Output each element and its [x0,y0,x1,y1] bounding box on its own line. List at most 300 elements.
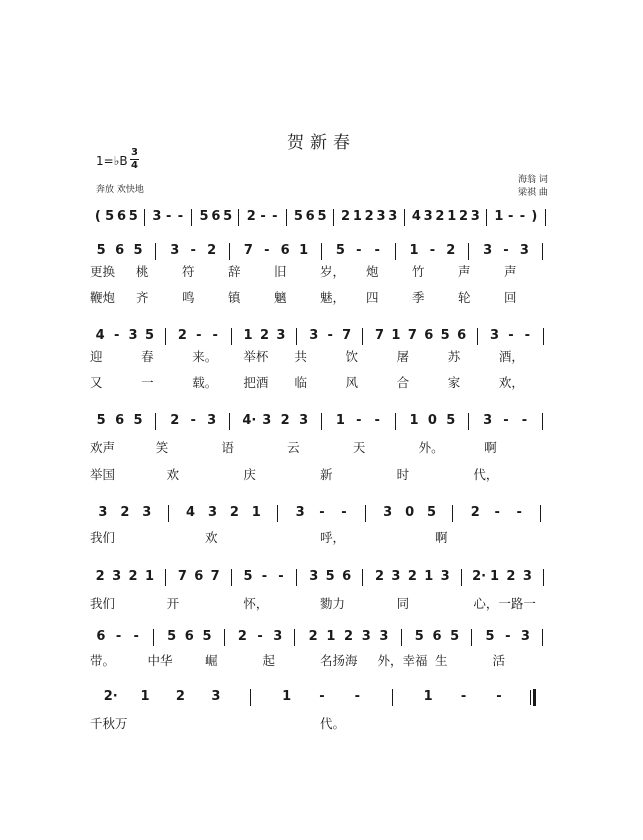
barline [229,413,230,430]
lyric-syllable: 镇 [228,290,241,305]
dash: - [508,328,514,343]
note: 7 [407,328,417,343]
lyric-syllable: 回 [504,290,517,305]
barline [392,689,393,706]
dash: - [521,413,528,428]
note: 2 [280,413,290,428]
note: 2 [374,569,385,584]
note: 5 [440,328,450,343]
note: 5 [335,243,345,258]
barline [229,243,230,260]
time-signature [130,148,139,171]
note: 1 [447,209,457,224]
barline [286,209,287,226]
time-denominator: 4 [131,160,138,171]
lyric-syllable: 家 [447,375,461,390]
note: 5 [325,569,335,584]
note: 7 [374,328,385,343]
barline [231,328,232,345]
lyric-line-6 [90,652,550,670]
lyric-syllable: 来。 [192,349,218,364]
dash: - [190,413,196,428]
note: 6 [115,413,125,428]
note: 5 [243,569,253,584]
note: 1 [140,689,150,704]
barline [165,328,166,345]
dash: - [374,243,380,258]
note: 2 [170,413,180,428]
note: 3 [470,209,480,224]
note: 1 [494,209,504,224]
barline [362,328,363,345]
lyricist-credit: 海翁 词 [518,175,548,185]
note: 3 [170,243,180,258]
dash: - [503,243,509,258]
note: 6 [280,243,290,258]
note: 5 [128,209,138,224]
note: 2 [459,209,469,224]
note: 3 [112,569,122,584]
lyric-syllable: 临 [294,375,307,390]
note: 5 [133,243,143,258]
lyric-syllable: 合 [396,375,410,390]
note: 5 [317,209,327,224]
note: 6 [432,629,442,644]
note: 7 [243,243,253,258]
barline [542,413,543,430]
note: 5 [450,629,460,644]
lyric-syllable: 迎 [90,349,103,364]
lyric-syllable: 风 [345,375,359,390]
note: 2 [207,243,217,258]
symbol: ) [531,209,538,224]
note: 2 [364,209,374,224]
barline [542,243,543,260]
lyric-syllable: 代。 [320,716,346,731]
note: 5 [144,328,155,343]
dash: - [260,209,266,224]
note: 7 [177,569,187,584]
dash: - [496,689,502,704]
dash: - [354,689,361,704]
note: 2 [259,328,270,343]
barline [321,243,322,260]
note: 3 [309,569,319,584]
barline [543,328,544,345]
note: 1 [391,328,401,343]
dash: - [133,629,139,644]
lyric-syllable: 语 [221,440,234,455]
notation-system-4 [92,410,552,432]
note: 7 [342,328,352,343]
lyric-syllable: 时 [396,467,410,482]
barline [321,413,322,430]
note: 2 [446,243,456,258]
dash: - [494,505,500,520]
note: 2 [177,328,187,343]
dash: - [272,209,278,224]
lyric-syllable: 笑 [155,440,169,455]
note: 6 [211,209,221,224]
barline [452,505,453,522]
dash: - [519,209,526,224]
notation-system-2 [92,240,552,262]
lyric-syllable: 起 [262,653,276,668]
note: 3 [376,209,386,224]
lyric-syllable: 魑 [274,290,287,305]
barline [296,569,297,586]
lyric-syllable: 一 [141,375,154,390]
note: 3 [391,569,401,584]
lyric-syllable: 庆 [243,467,256,482]
dash: - [460,689,467,704]
lyric-syllable: 旧 [274,264,287,279]
lyric-syllable: 饮 [345,349,359,364]
lyric-syllable: 外，幸福 [377,653,428,668]
note: 5 [293,209,303,224]
note: 5 [105,209,115,224]
lyric-syllable: 开 [166,596,180,611]
lyric-syllable: 崛 [205,653,218,668]
barline [168,505,169,522]
note: 3 [522,569,532,584]
note: 3 [361,629,371,644]
barline [486,209,487,226]
lyric-syllable: 带。 [90,653,116,668]
note: 2 [506,569,516,584]
note: 5 [96,413,106,428]
note: 5 [202,629,212,644]
note: 2 [470,505,480,520]
dash: - [264,243,270,258]
notation-system-7 [92,626,552,648]
lyric-syllable: 桃 [136,264,149,279]
time-numerator: 3 [131,147,138,158]
barline [250,689,251,706]
note: 3 [211,689,221,704]
note: 2 [237,629,247,644]
note: 2· [472,569,487,584]
note: 1 [326,629,336,644]
note: 1 [409,413,419,428]
lyric-syllable: 生 [435,653,448,668]
barline [543,569,544,586]
lyric-line-1-verse-1 [90,263,550,281]
note: 6 [305,209,315,224]
dash: - [503,413,509,428]
note: 2· [103,689,118,704]
note: 3 [142,505,152,520]
barline [461,569,462,586]
barline [533,689,536,706]
note: 3 [489,328,500,343]
lyric-syllable: 代， [473,467,499,482]
barline [401,629,402,646]
note: 3 [276,328,286,343]
composer-credit: 梁祺 曲 [518,188,548,198]
lyric-syllable: 名扬海 [320,653,358,668]
barline [231,569,232,586]
barline [144,209,145,226]
barline [296,328,297,345]
note: 5 [485,629,495,644]
lyric-syllable: 同 [396,596,410,611]
note: 2 [344,629,354,644]
barline [362,569,363,586]
note: 3 [98,505,108,520]
note: 0 [427,413,437,428]
note: 2 [246,209,256,224]
lyric-syllable: 齐 [136,290,149,305]
lyric-syllable: 中华 [147,653,173,668]
note: 6 [457,328,467,343]
note: 6 [115,243,125,258]
note: 2 [407,569,417,584]
lyric-syllable: 啊 [435,530,448,545]
note: 5 [446,413,456,428]
note: 5 [223,209,233,224]
lyric-syllable: 酒， [498,349,524,364]
dash: - [261,569,268,584]
lyric-line-1-verse-2 [90,289,550,307]
note: 2 [175,689,185,704]
barline [333,209,334,226]
symbol: ( [94,209,101,224]
note: 1 [251,505,261,520]
barline [155,413,156,430]
note: 5 [426,505,437,520]
note: 5 [133,413,143,428]
lyric-syllable: 苏 [447,349,461,364]
note: 2 [435,209,445,224]
note: 3 [152,209,162,224]
dash: - [196,328,202,343]
dash: - [505,629,511,644]
dash: - [212,328,218,343]
lyric-syllable: 我们 [90,596,116,611]
barline [540,505,541,522]
note: 5 [167,629,177,644]
tempo-marking: 奔放 欢快地 [96,185,144,195]
barline [468,243,469,260]
note: 3 [207,413,217,428]
dash: - [319,689,325,704]
dash: - [165,209,172,224]
note: 0 [405,505,415,520]
barline [468,413,469,430]
lyric-syllable: 声 [504,264,517,279]
dash: - [429,243,436,258]
dash: - [257,629,263,644]
lyric-syllable: 把酒 [243,375,269,390]
dash: - [190,243,196,258]
lyric-syllable: 四 [366,290,379,305]
note: 3 [262,413,272,428]
note: 2 [341,209,351,224]
note: 6 [116,209,126,224]
lyric-syllable: 天 [352,440,366,455]
note: 1 [335,413,345,428]
lyric-line-2-verse-1 [90,348,550,366]
barline [153,629,154,646]
lyric-syllable: 符 [182,264,195,279]
lyric-syllable: 辞 [228,264,241,279]
lyric-syllable: 炮 [366,264,379,279]
note: 3 [383,505,393,520]
note: 2 [308,629,318,644]
lyric-line-4 [90,529,550,547]
note: 3 [273,629,283,644]
lyric-syllable: 外。 [418,440,444,455]
note: 2 [95,569,105,584]
lyric-line-7 [90,715,550,733]
barline [224,629,225,646]
lyric-syllable: 岁， [320,264,346,279]
notation-system-1 [92,206,552,228]
lyric-syllable: 欢声 [90,440,116,455]
note: 3 [128,328,138,343]
lyric-syllable: 又 [90,375,103,390]
dash: - [278,569,284,584]
note: 1 [144,569,155,584]
lyric-syllable: 竹 [412,264,425,279]
note: 3 [483,243,493,258]
barline [404,209,405,226]
note: 4 [186,505,196,520]
barline [395,243,396,260]
note: 3 [309,328,319,343]
note: 3 [379,629,389,644]
dash: - [524,328,531,343]
notation-system-8 [92,686,552,708]
note: 6 [342,569,352,584]
lyric-syllable: 季 [412,290,425,305]
song-title: 贺新春 [287,133,356,153]
lyric-syllable: 活 [492,653,506,668]
note: 6 [194,569,204,584]
dash: - [177,209,184,224]
dash: - [356,243,362,258]
note: 1 [423,689,433,704]
lyric-syllable: 魅， [320,290,346,305]
barline [277,505,278,522]
barline [542,629,543,646]
lyric-syllable: 欢 [205,530,218,545]
lyric-syllable: 千秋万 [90,716,128,731]
lyric-syllable: 云 [287,440,300,455]
barline [155,243,156,260]
dash: - [341,505,347,520]
note: 6 [424,328,434,343]
note: 5 [414,629,424,644]
note: 4 [95,328,105,343]
lyric-syllable: 轮 [458,290,471,305]
dash: - [327,328,333,343]
lyric-syllable: 举杯 [243,349,269,364]
note: 4 [411,209,421,224]
dash: - [356,413,362,428]
lyric-syllable: 怀， [243,596,269,611]
barline [165,569,166,586]
lyric-line-3-verse-1 [90,439,550,457]
note: 6 [184,629,194,644]
lyric-syllable: 共 [294,349,307,364]
lyric-syllable: 新 [320,467,333,482]
lyric-line-5 [90,595,550,613]
barline [294,629,295,646]
note: 7 [210,569,220,584]
note: 3 [207,505,217,520]
lyric-syllable: 勠力 [320,596,346,611]
barline [365,505,366,522]
dash: - [508,209,514,224]
lyric-syllable: 欢 [166,467,180,482]
note: 1 [424,569,434,584]
barline [477,328,478,345]
dash: - [374,413,380,428]
notation-system-5 [92,502,552,524]
note: 3 [483,413,493,428]
note: 3 [520,629,530,644]
note: 3 [423,209,433,224]
barline [395,413,396,430]
dash: - [115,629,122,644]
barline [238,209,239,226]
note: 1 [409,243,419,258]
lyric-syllable: 我们 [90,530,116,545]
note: 1 [489,569,500,584]
lyric-line-3-verse-2 [90,466,550,484]
barline [471,629,472,646]
note: 3 [440,569,450,584]
notation-system-6 [92,566,552,588]
note: 1 [299,243,309,258]
key-text: 1=♭B [96,154,128,168]
notation-system-3 [92,325,552,347]
note: 6 [96,629,106,644]
note: 1 [352,209,362,224]
note: 2 [128,569,138,584]
lyric-syllable: 春 [141,349,154,364]
note: 3 [295,505,305,520]
note: 1 [243,328,253,343]
dash: - [319,505,325,520]
lyric-syllable: 声 [458,264,471,279]
key-signature [96,147,138,171]
dash: - [113,328,120,343]
note: 3 [519,243,529,258]
lyric-syllable: 屠 [396,349,410,364]
lyric-syllable: 更换 [90,264,116,279]
note: 3 [388,209,398,224]
note: 2 [229,505,239,520]
lyric-syllable: 举国 [90,467,116,482]
note: 5 [199,209,209,224]
lyric-syllable: 心，一路一 [473,596,536,611]
lyric-syllable: 呼， [320,530,346,545]
lyric-syllable: 鞭炮 [90,290,116,305]
barline [545,209,546,226]
lyric-syllable: 鸣 [182,290,195,305]
note: 4· [242,413,257,428]
lyric-line-2-verse-2 [90,374,550,392]
barline [191,209,192,226]
note: 5 [96,243,106,258]
lyric-syllable: 啊 [484,440,497,455]
note: 2 [120,505,130,520]
dash: - [516,505,522,520]
lyric-syllable: 载。 [192,375,218,390]
